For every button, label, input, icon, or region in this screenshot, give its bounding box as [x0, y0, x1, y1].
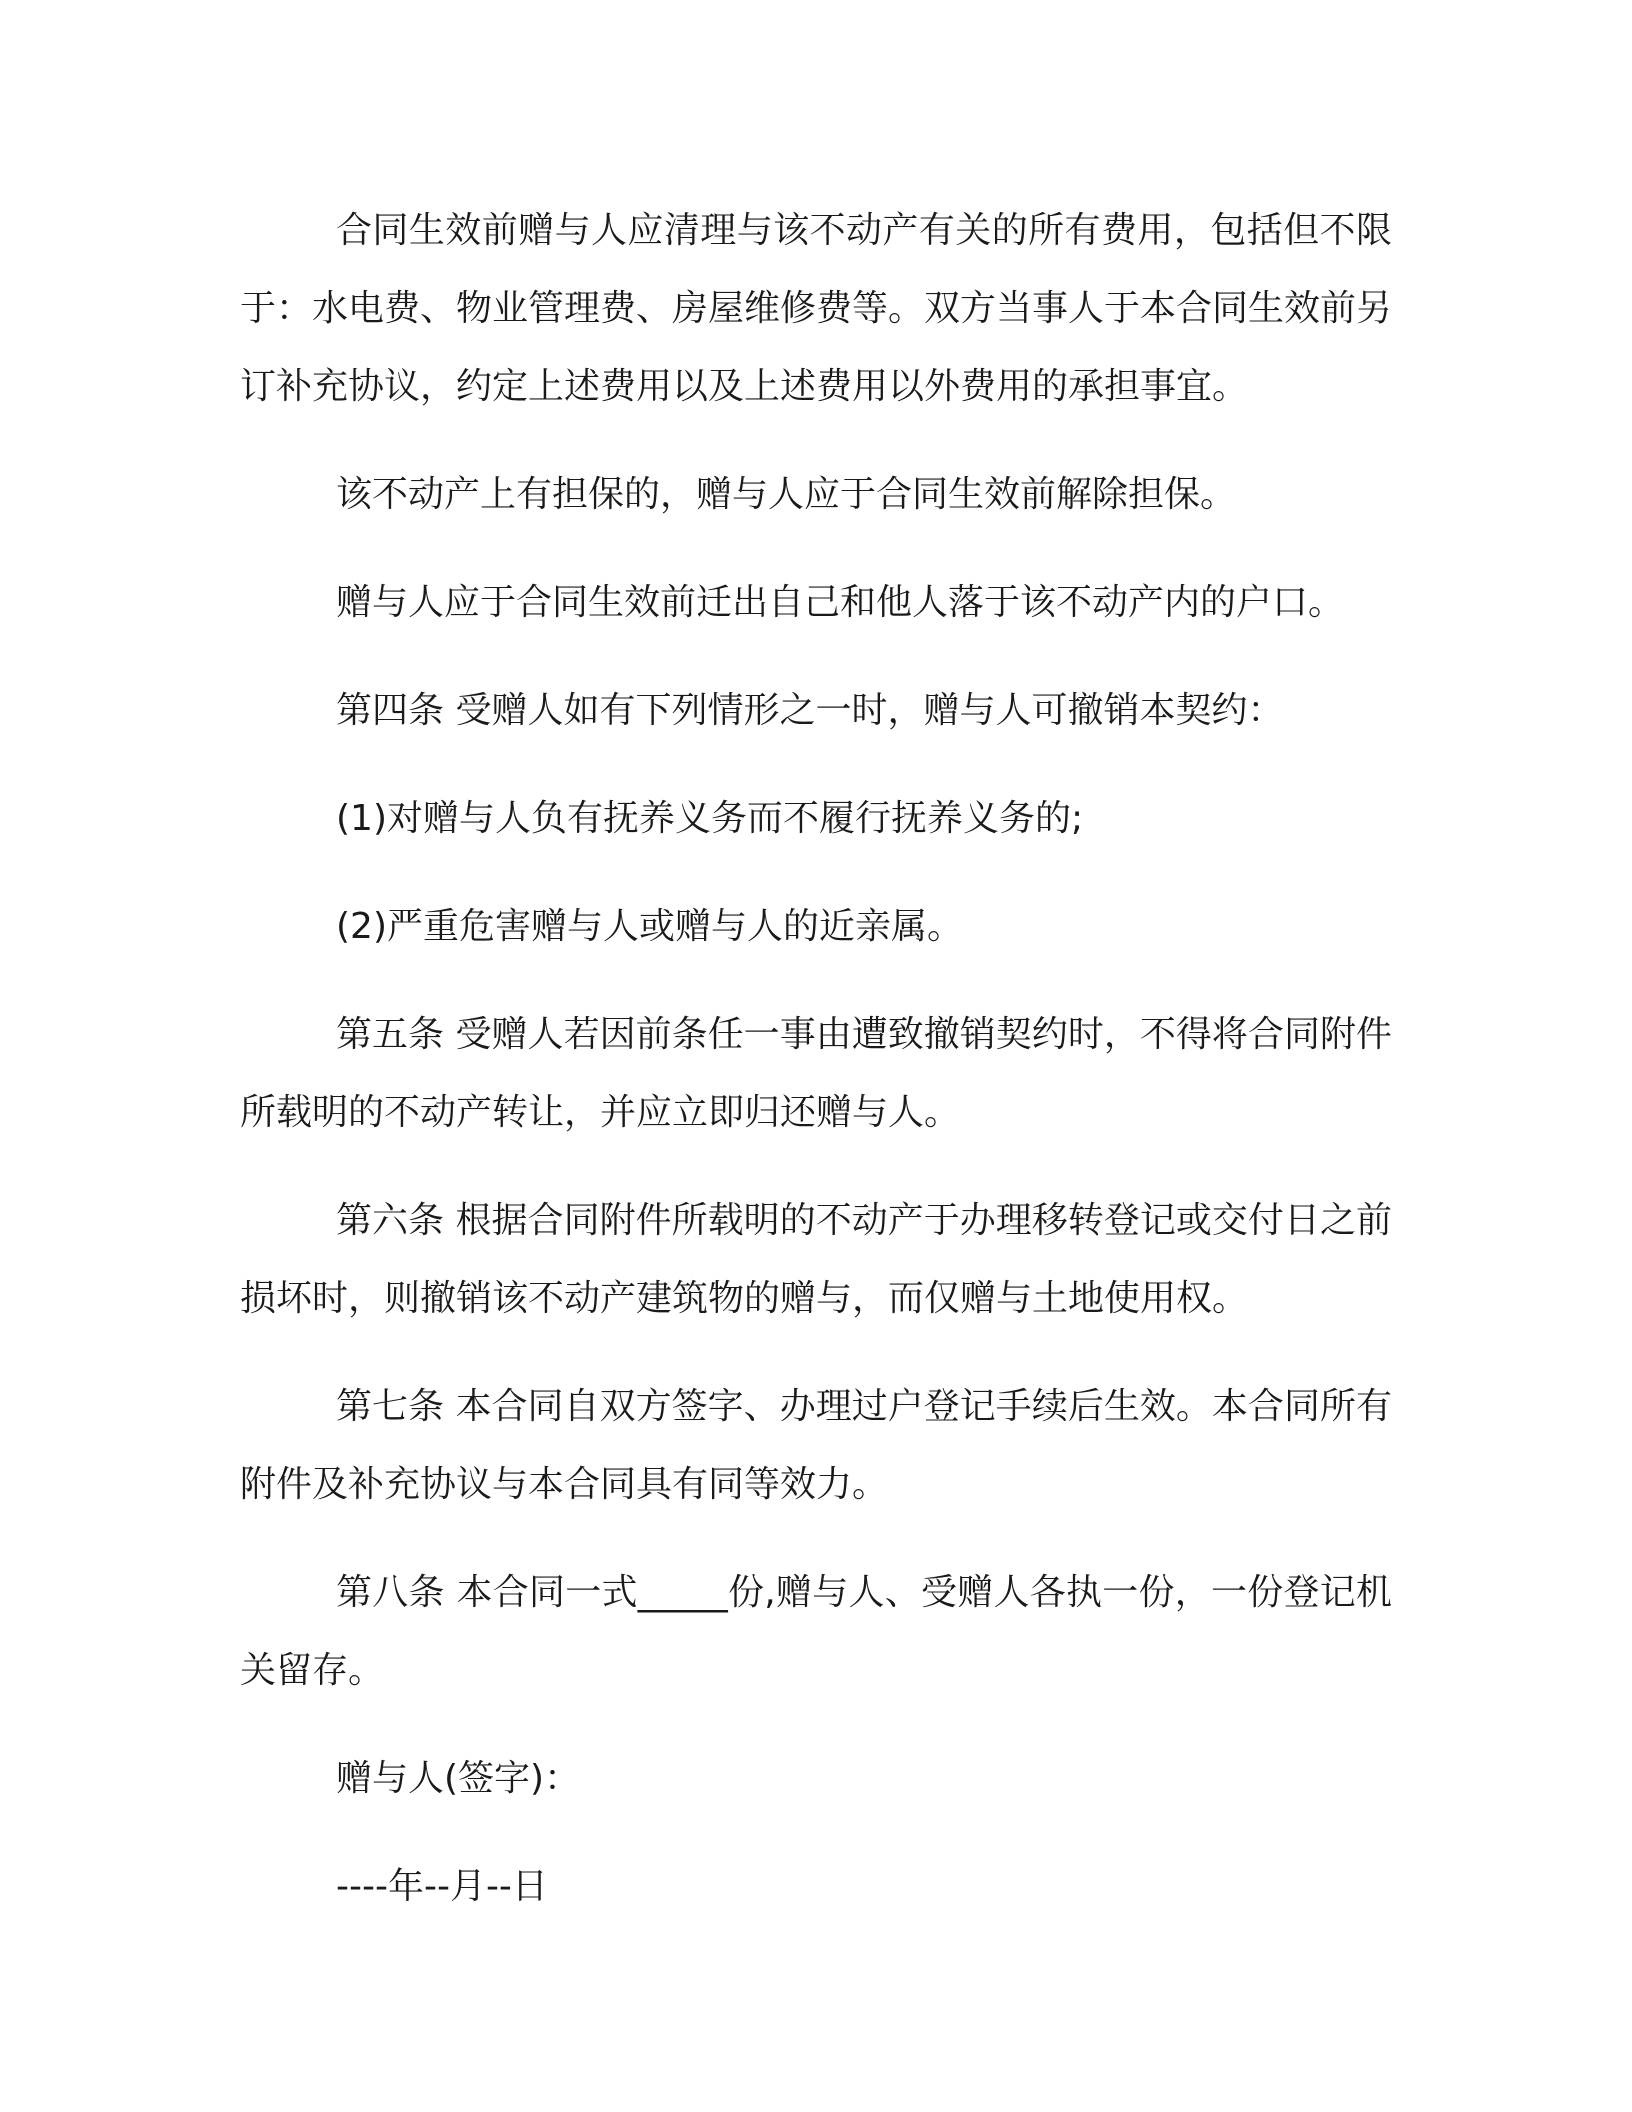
article-7: 第七条 本合同自双方签字、办理过户登记手续后生效。本合同所有附件及补充协议与本合同具有同等效力。: [240, 1386, 1392, 1505]
date-line: ----年--月--日: [336, 1866, 548, 1907]
paragraph-guarantee: 该不动产上有担保的，赠与人应于合同生效前解除担保。: [336, 474, 1237, 515]
article-5: 第五条 受赠人若因前条任一事由遭致撤销契约时，不得将合同附件所载明的不动产转让，并应立即归还赠与人。: [240, 1014, 1392, 1133]
article-8: 第八条 本合同一式_____份,赠与人、受赠人各执一份，一份登记机关留存。: [240, 1572, 1392, 1691]
article-6: 第六条 根据合同附件所载明的不动产于办理移转登记或交付日之前损坏时，则撤销该不动产建筑物的赠与，而仅赠与土地使用权。: [240, 1200, 1392, 1319]
document-page: [240, 192, 1392, 1926]
paragraph-fees: 合同生效前赠与人应清理与该不动产有关的所有费用，包括但不限于：水电费、物业管理费、房屋维修费等。双方当事人于本合同生效前另订补充协议，约定上述费用以及上述费用以外费用的承担事宜。: [240, 210, 1393, 407]
paragraph-household-registration: 赠与人应于合同生效前迁出自己和他人落于该不动产内的户口。: [336, 582, 1345, 623]
article-4-item-1: (1)对赠与人负有抚养义务而不履行抚养义务的;: [336, 798, 1084, 839]
article-4-item-2: (2)严重危害赠与人或赠与人的近亲属。: [336, 906, 963, 947]
donor-signature-line: 赠与人(签字)：: [336, 1758, 581, 1799]
article-4: 第四条 受赠人如有下列情形之一时，赠与人可撤销本契约：: [336, 690, 1284, 731]
